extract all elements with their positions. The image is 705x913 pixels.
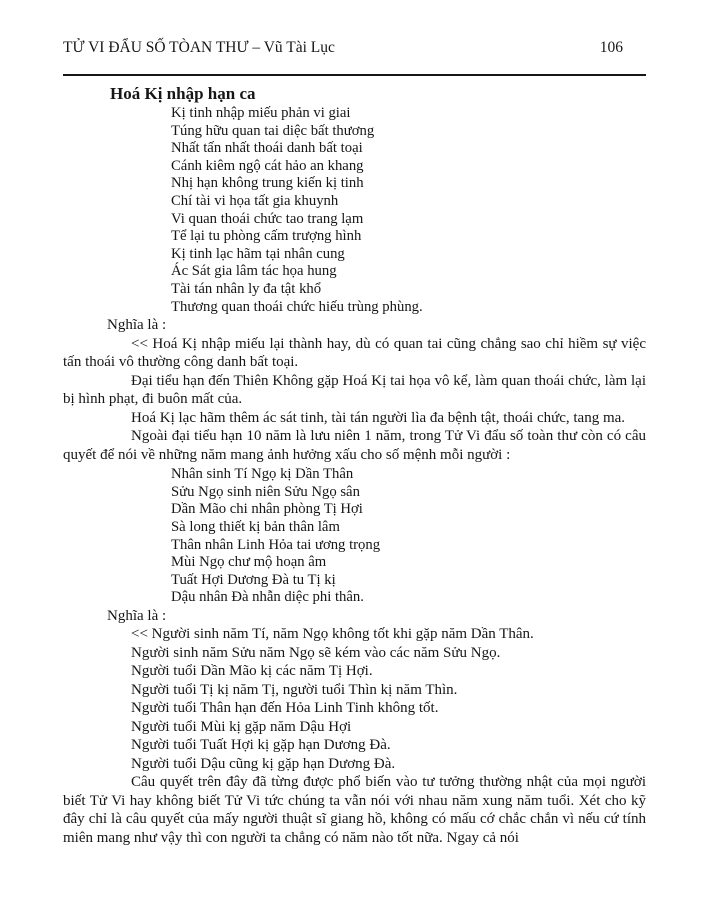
verse-line: Cánh kiêm ngộ cát hảo an khang: [171, 157, 364, 174]
list-line: Người tuổi Mùi kị gặp năm Dậu Hợi: [131, 718, 352, 735]
verse-line: Nhất tấn nhất thoái danh bất toại: [171, 140, 363, 157]
page-number: 106: [599, 39, 623, 56]
verse-line: Mùi Ngọ chư mộ hoạn âm: [171, 554, 327, 571]
meaning-label: Nghĩa là :: [107, 317, 167, 334]
closing-paragraph: Câu quyết trên đây đã từng được phổ biến vào tư tưởng thường nhật của mọi người biết Tử Vi hay không biết Tử Vi tức chúng ta vẫn nói với nhau năm xung năm tuổi. Xét cho kỹ đây chỉ là câu quyết của mấy người thuật sĩ giang hồ, không có mấu cớ chắc chắn vì nếu cứ tính miên mang như vậy thì con người ta chẳng có năm nào tốt nữa. Ngay cả nói: [63, 774, 646, 846]
meaning-section-2: [63, 607, 646, 848]
header-rule: [63, 74, 646, 76]
verse-block-1: [171, 105, 646, 316]
verse-line: Kị tinh lạc hãm tại nhân cung: [171, 245, 345, 262]
book-title: TỬ VI ĐẨU SỐ TÒAN THƯ – Vũ Tài Lục: [63, 39, 335, 56]
list-line: << Người sinh năm Tí, năm Ngọ không tốt khi gặp năm Dần Thân.: [131, 626, 534, 643]
list-line: Người tuổi Thân hạn đến Hỏa Linh Tinh không tốt.: [131, 700, 439, 717]
list-line: Người sinh năm Sửu năm Ngọ sẽ kém vào các năm Sửu Ngọ.: [131, 644, 501, 661]
list-line: Người tuổi Tuất Hợi kị gặp hạn Dương Đà.: [131, 737, 391, 754]
paragraph: << Hoá Kị nhập miếu lại thành hay, dù có quan tai cũng chẳng sao chỉ hiềm sự việc tấn thoái vô thường công danh bất toại.: [63, 335, 646, 371]
verse-line: Thân nhân Linh Hỏa tai ương trọng: [171, 536, 381, 553]
list-line: Người tuổi Dậu cũng kị gặp hạn Dương Đà.: [131, 755, 396, 772]
list-line: Người tuổi Dần Mão kị các năm Tị Hợi.: [131, 663, 373, 680]
verse-line: Túng hữu quan tai diệc bất thương: [171, 122, 375, 139]
verse-line: Tể lại tu phòng cấm trượng hình: [171, 228, 362, 245]
verse-line: Sà long thiết kị bản thân lâm: [171, 518, 340, 535]
verse-line: Nhân sinh Tí Ngọ kị Dần Thân: [171, 466, 354, 483]
verse-line: Dậu nhân Đà nhẫn diệc phi thân.: [171, 589, 364, 606]
verse-line: Tài tán nhân ly đa tật khổ: [171, 280, 322, 297]
list-line: Người tuổi Tị kị năm Tị, người tuổi Thìn kị năm Thìn.: [131, 681, 458, 698]
verse-line: Nhị hạn không trung kiến kị tinh: [171, 175, 364, 192]
meaning-section-1: [63, 316, 646, 464]
verse-line: Chí tài vi họa tất gia khuynh: [171, 192, 339, 209]
section-title: Hoá Kị nhập hạn ca: [110, 84, 256, 103]
verse-line: Kị tinh nhập miếu phản vi giai: [171, 105, 351, 121]
verse-line: Ác Sát gia lâm tác họa hung: [171, 263, 337, 280]
verse-line: Tuất Hợi Dương Đà tu Tị kị: [171, 571, 336, 588]
page-header: [63, 38, 646, 58]
verse-line: Dần Mão chi nhân phòng Tị Hợi: [171, 501, 363, 518]
verse-line: Sửu Ngọ sinh niên Sửu Ngọ sân: [171, 483, 360, 500]
verse-block-2: [171, 466, 646, 607]
verse-line: Thương quan thoái chức hiếu trùng phùng.: [171, 298, 423, 315]
meaning-label: Nghĩa là :: [107, 607, 167, 624]
paragraph: Hoá Kị lạc hãm thêm ác sát tinh, tài tán người lìa đa bệnh tật, thoái chức, tang ma.: [131, 409, 626, 426]
paragraph: Đại tiểu hạn đến Thiên Không gặp Hoá Kị tai họa vô kể, làm quan thoái chức, làm lại bị hình phạt, đi buôn mất của.: [63, 372, 646, 408]
paragraph: Ngoài đại tiểu hạn 10 năm là lưu niên 1 năm, trong Tử Vi đẩu số toàn thư còn có câu quyết để nói về những năm mang ảnh hưởng xấu cho số mệnh mỗi người :: [63, 428, 646, 463]
verse-line: Vi quan thoái chức tao trang lạm: [171, 210, 364, 227]
